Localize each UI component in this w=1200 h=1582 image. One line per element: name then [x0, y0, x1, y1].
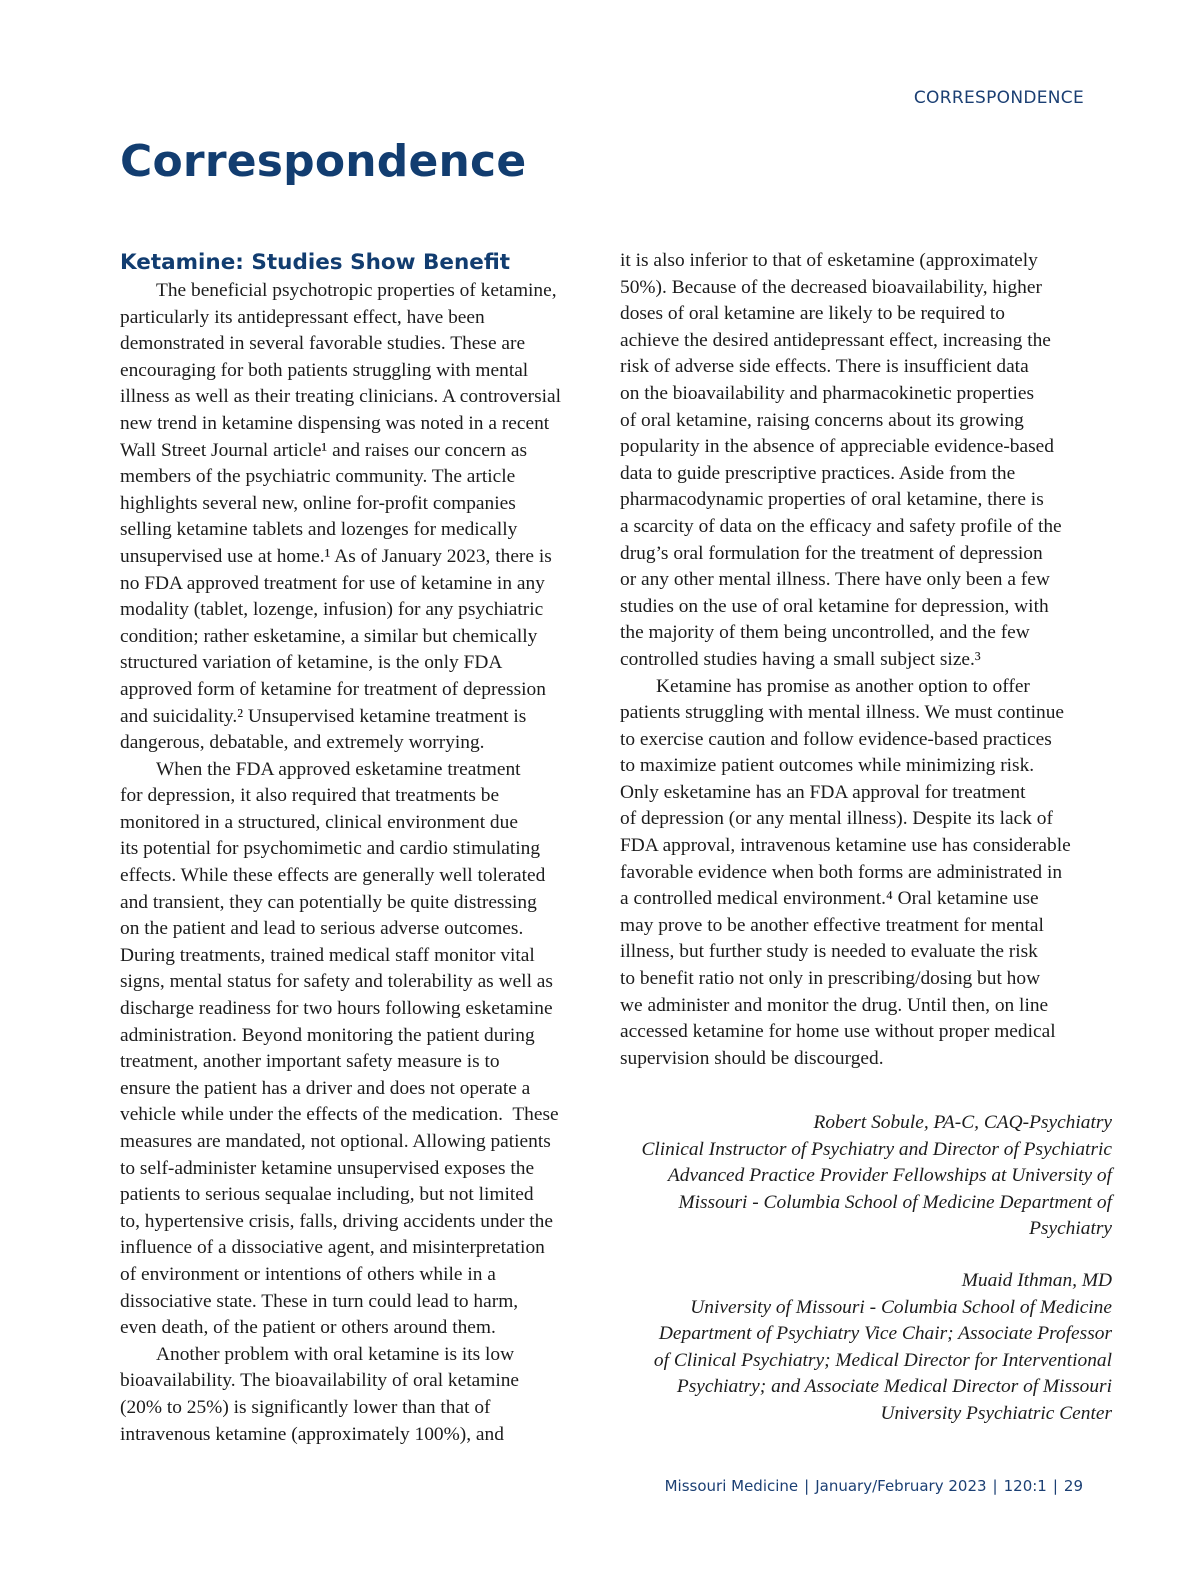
- text-line: we administer and monitor the drug. Until then, on line: [620, 994, 1049, 1016]
- article-body-right: [620, 248, 1120, 1072]
- signature-affiliation-line: of Clinical Psychiatry; Medical Director for Interventional: [653, 1349, 1112, 1371]
- text-line: of oral ketamine, raising concerns about its growing: [620, 409, 1024, 431]
- text-line: a scarcity of data on the efficacy and safety profile of the: [620, 515, 1062, 537]
- signature-affiliation-line: Department of Psychiatry Vice Chair; Associate Professor: [658, 1323, 1112, 1345]
- text-line: patients to serious sequalae including, but not limited: [120, 1184, 534, 1206]
- text-line: treatment, another important safety measure is to: [120, 1051, 500, 1073]
- text-line: Another problem with oral ketamine is its low: [156, 1343, 515, 1365]
- text-line: popularity in the absence of appreciable evidence-based: [620, 436, 1054, 458]
- text-line: may prove to be another effective treatment for mental: [620, 914, 1044, 936]
- text-line: supervision should be discourged.: [620, 1047, 884, 1069]
- signature-block-ithman: [592, 1268, 1112, 1428]
- footer-page-number: 29: [1063, 1477, 1083, 1495]
- signature-affiliation-line: Clinical Instructor of Psychiatry and Director of Psychiatric: [641, 1138, 1112, 1160]
- text-line: and transient, they can potentially be quite distressing: [120, 891, 537, 913]
- text-line: its potential for psychomimetic and cardio stimulating: [120, 838, 541, 860]
- text-line: or any other mental illness. There have only been a few: [620, 569, 1050, 591]
- text-line: studies on the use of oral ketamine for depression, with: [620, 595, 1049, 617]
- text-line: a controlled medical environment.⁴ Oral ketamine use: [620, 888, 1039, 910]
- text-line: dissociative state. These in turn could lead to harm,: [120, 1290, 519, 1312]
- text-line: influence of a dissociative agent, and misinterpretation: [120, 1237, 545, 1259]
- running-head: CORRESPONDENCE: [913, 88, 1084, 108]
- text-line: patients struggling with mental illness. We must continue: [620, 702, 1065, 724]
- text-line: accessed ketamine for home use without proper medical: [620, 1021, 1056, 1043]
- text-line: (20% to 25%) is significantly lower than that of: [120, 1396, 491, 1418]
- text-line: no FDA approved treatment for use of ketamine in any: [120, 572, 545, 594]
- signature-affiliation-line: University of Missouri - Columbia School of Medicine: [690, 1296, 1112, 1318]
- text-line: Only esketamine has an FDA approval for treatment: [620, 781, 1026, 803]
- text-line: on the bioavailability and pharmacokinetic properties: [620, 382, 1035, 404]
- text-line: 50%). Because of the decreased bioavailability, higher: [620, 276, 1042, 298]
- text-line: the majority of them being uncontrolled, and the few: [620, 622, 1030, 644]
- text-line: highlights several new, online for-profit companies: [120, 492, 516, 514]
- signature-name: Muaid Ithman, MD: [961, 1270, 1112, 1291]
- footer-separator: |: [804, 1477, 810, 1495]
- signature-affiliation-line: Advanced Practice Provider Fellowships at University of: [667, 1165, 1112, 1187]
- text-line: intravenous ketamine (approximately 100%), and: [120, 1423, 504, 1445]
- signature-name: Robert Sobule, PA-C, CAQ-Psychiatry: [813, 1112, 1112, 1133]
- text-line: Wall Street Journal article¹ and raises our concern as: [120, 439, 527, 461]
- text-line: selling ketamine tablets and lozenges for medically: [120, 519, 518, 541]
- text-line: on the patient and lead to serious adverse outcomes.: [120, 918, 524, 940]
- text-line: favorable evidence when both forms are administrated in: [620, 861, 1063, 883]
- text-line: particularly its antidepressant effect, have been: [120, 306, 485, 328]
- text-line: members of the psychiatric community. The article: [120, 466, 516, 488]
- text-line: discharge readiness for two hours following esketamine: [120, 998, 553, 1020]
- text-line: signs, mental status for safety and tolerability as well as: [120, 971, 553, 993]
- text-line: of depression (or any mental illness). Despite its lack of: [620, 808, 1053, 830]
- text-line: illness as well as their treating clinicians. A controversial: [120, 386, 562, 408]
- text-line: demonstrated in several favorable studies. These are: [120, 333, 526, 355]
- signature-affiliation-line: Psychiatry: [1029, 1218, 1112, 1240]
- text-line: approved form of ketamine for treatment of depression: [120, 678, 546, 700]
- text-line: it is also inferior to that of esketamine (approximately: [620, 250, 1038, 271]
- text-line: modality (tablet, lozenge, infusion) for any psychiatric: [120, 599, 544, 621]
- text-line: doses of oral ketamine are likely to be required to: [620, 303, 1005, 325]
- text-line: administration. Beyond monitoring the patient during: [120, 1024, 535, 1046]
- footer-separator: |: [992, 1477, 998, 1495]
- text-line: measures are mandated, not optional. Allowing patients: [120, 1131, 551, 1152]
- text-line: Ketamine has promise as another option to offer: [656, 675, 1030, 697]
- signature-affiliation-line: Missouri - Columbia School of Medicine Department of: [678, 1191, 1112, 1213]
- text-line: for depression, it also required that treatments be: [120, 785, 500, 807]
- text-line: ensure the patient has a driver and does not operate a: [120, 1077, 531, 1099]
- text-line: condition; rather esketamine, a similar but chemically: [120, 625, 538, 647]
- text-line: vehicle while under the effects of the medication. These: [120, 1104, 559, 1126]
- signature-affiliation-line: University Psychiatric Center: [880, 1402, 1112, 1424]
- article-column-left: [120, 248, 598, 1448]
- text-line: encouraging for both patients struggling with mental: [120, 359, 529, 381]
- text-line: illness, but further study is needed to evaluate the risk: [620, 941, 1038, 963]
- text-line: new trend in ketamine dispensing was noted in a recent: [120, 412, 550, 434]
- text-line: to maximize patient outcomes while minimizing risk.: [620, 755, 1035, 777]
- footer-volume: 120:1: [1003, 1477, 1047, 1495]
- text-line: bioavailability. The bioavailability of oral ketamine: [120, 1370, 520, 1392]
- text-line: unsupervised use at home.¹ As of January 2023, there is: [120, 545, 552, 567]
- text-line: The beneficial psychotropic properties of ketamine,: [156, 280, 557, 301]
- text-line: dangerous, debatable, and extremely worrying.: [120, 732, 485, 754]
- text-line: of environment or intentions of others while in a: [120, 1263, 496, 1285]
- footer-separator: |: [1052, 1477, 1058, 1495]
- article-headline: Ketamine: Studies Show Benefit: [120, 250, 511, 275]
- text-line: to self-administer ketamine unsupervised exposes the: [120, 1157, 535, 1179]
- text-line: monitored in a structured, clinical environment due: [120, 811, 518, 833]
- text-line: pharmacodynamic properties of oral ketamine, there is: [620, 489, 1044, 511]
- text-line: risk of adverse side effects. There is insufficient data: [620, 356, 1029, 378]
- article-body-left: [120, 278, 598, 1448]
- text-line: structured variation of ketamine, is the only FDA: [120, 652, 503, 674]
- text-line: to, hypertensive crisis, falls, driving accidents under the: [120, 1210, 553, 1232]
- text-line: FDA approval, intravenous ketamine use has considerable: [620, 835, 1071, 857]
- footer-journal: Missouri Medicine: [664, 1477, 799, 1495]
- text-line: even death, of the patient or others around them.: [120, 1317, 496, 1339]
- article-column-right: [620, 248, 1120, 1072]
- page-title: Correspondence: [120, 136, 527, 187]
- footer-issue: January/February 2023: [815, 1477, 987, 1495]
- text-line: to exercise caution and follow evidence-based practices: [620, 728, 1052, 750]
- signature-affiliation-line: Psychiatry; and Associate Medical Director of Missouri: [676, 1376, 1112, 1398]
- text-line: effects. While these effects are generally well tolerated: [120, 865, 546, 887]
- text-line: controlled studies having a small subject size.³: [620, 648, 981, 670]
- text-line: During treatments, trained medical staff monitor vital: [120, 944, 535, 966]
- signature-block-sobule: [592, 1110, 1112, 1243]
- text-line: When the FDA approved esketamine treatment: [156, 758, 521, 780]
- page-footer: [665, 1477, 1083, 1495]
- text-line: achieve the desired antidepressant effect, increasing the: [620, 329, 1051, 351]
- text-line: drug’s oral formulation for the treatment of depression: [620, 542, 1043, 564]
- text-line: to benefit ratio not only in prescribing/dosing but how: [620, 968, 1041, 990]
- text-line: data to guide prescriptive practices. Aside from the: [620, 462, 1016, 484]
- text-line: and suicidality.² Unsupervised ketamine treatment is: [120, 705, 527, 727]
